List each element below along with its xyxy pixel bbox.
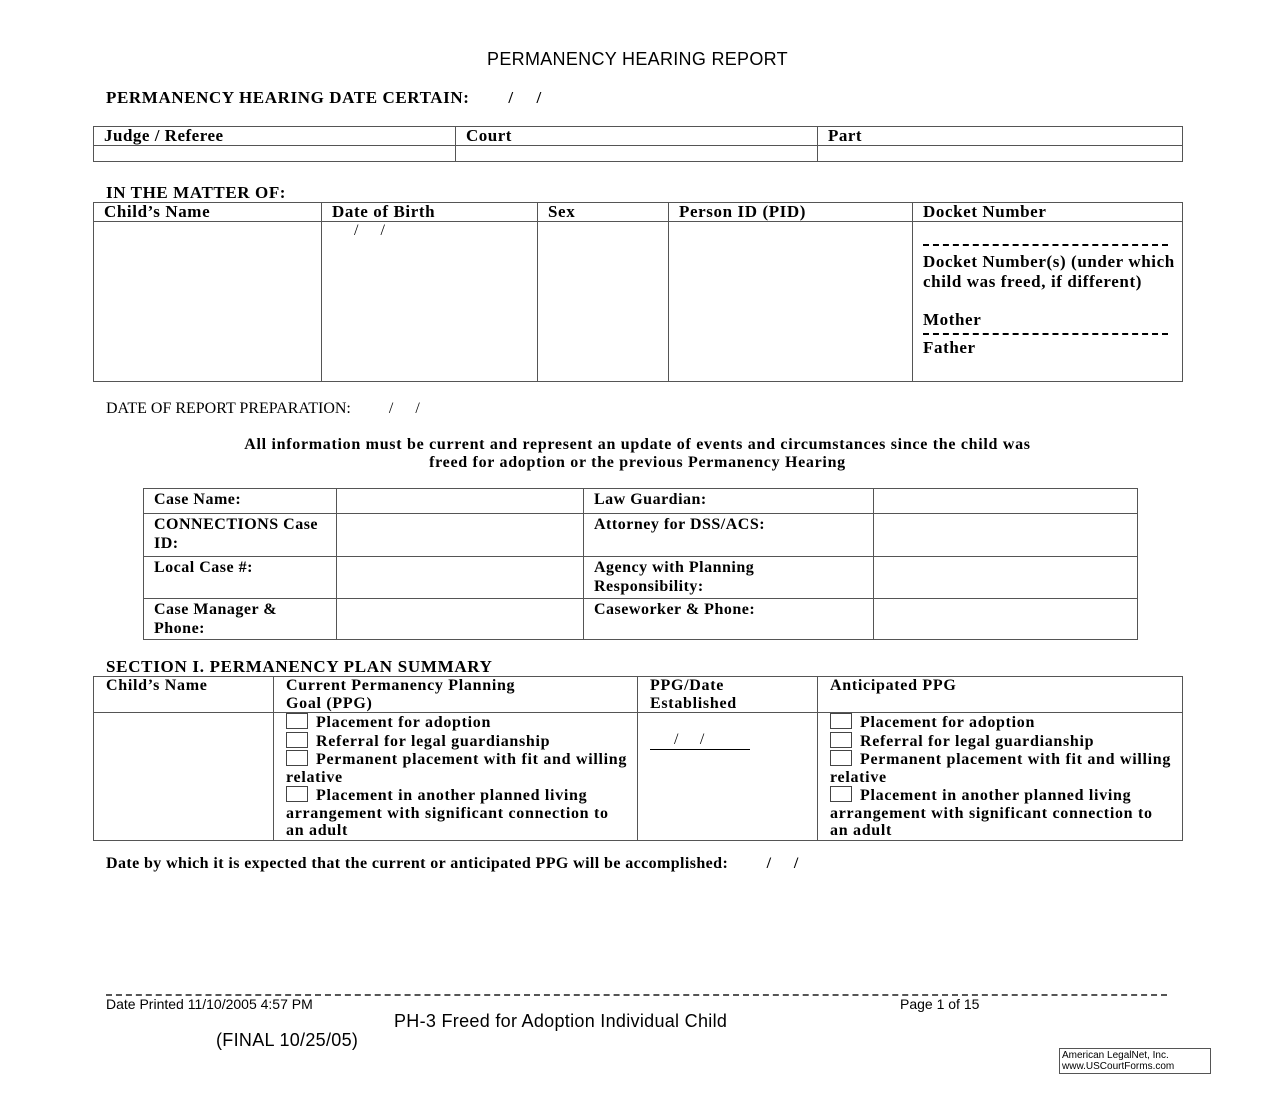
child-name-header: Child’s Name [94,203,322,222]
date-printed: Date Printed 11/10/2005 4:57 PM [106,996,313,1012]
law-guardian-field[interactable] [874,489,1138,514]
case-name-field[interactable] [337,489,584,514]
notice-text [0,436,1275,472]
docket-field[interactable] [913,222,1183,382]
report-prep-date-field[interactable]: / / [388,400,420,417]
notice-line-1: All information must be current and represent an update of events and circumstances since the child was [244,436,1031,453]
hearing-date-field[interactable]: / / [508,88,542,107]
local-case-label: Local Case #: [144,557,337,599]
court-table [93,126,1183,162]
anticipated-option-guardianship[interactable]: Referral for legal guardianship [830,732,1174,751]
current-option-adoption[interactable]: Placement for adoption [286,713,629,732]
ppg-child-name-header: Child’s Name [94,677,274,713]
checkbox[interactable] [286,786,308,802]
publisher-stamp [1059,1048,1211,1074]
checkbox[interactable] [830,750,852,766]
page-number: Page 1 of 15 [900,996,980,1012]
current-option-relative[interactable]: Permanent placement with fit and willing relative [286,751,628,786]
current-option-planned-living[interactable]: Placement in another planned living arrangement with significant connection to an adult [286,787,609,839]
mother-father-divider [923,333,1168,335]
child-info-table [93,202,1183,382]
ppg-date-header: PPG/Date Established [638,677,818,713]
law-guardian-label: Law Guardian: [584,489,874,514]
expected-date [106,855,799,873]
case-info-table [143,488,1138,640]
court-field[interactable] [456,146,818,162]
dob-field[interactable] [322,222,538,382]
anticipated-ppg-header: Anticipated PPG [818,677,1183,713]
report-preparation [106,400,420,418]
notice-line-2: freed for adoption or the previous Permanency Hearing [429,454,846,471]
father-label: Father [923,338,976,357]
docket-dash-line [923,244,1168,246]
anticipated-ppg-options [818,713,1183,841]
expected-date-label: Date by which it is expected that the current or anticipated PPG will be accomplished: [106,855,729,872]
ppg-date-field[interactable]: / / [650,731,750,750]
agency-field[interactable] [874,557,1138,599]
agency-label: Agency with Planning Responsibility: [584,557,874,599]
anticipated-option-relative[interactable]: Permanent placement with fit and willing relative [830,751,1172,786]
hearing-date-certain [106,88,542,108]
permanency-plan-table [93,676,1183,841]
case-manager-label: Case Manager & Phone: [144,599,337,640]
judge-header: Judge / Referee [94,127,456,146]
connections-case-id-field[interactable] [337,514,584,557]
caseworker-label: Caseworker & Phone: [584,599,874,640]
ppg-date-cell [638,713,818,841]
case-manager-field[interactable] [337,599,584,640]
page-title: PERMANENCY HEARING REPORT [487,49,788,69]
dob-header: Date of Birth [322,203,538,222]
child-name-field[interactable] [94,222,322,382]
anticipated-option-planned-living[interactable]: Placement in another planned living arrangement with significant connection to an adult [830,787,1153,839]
local-case-field[interactable] [337,557,584,599]
judge-field[interactable] [94,146,456,162]
publisher-name: American LegalNet, Inc. [1062,1050,1169,1061]
anticipated-option-adoption[interactable]: Placement for adoption [830,713,1174,732]
checkbox[interactable] [286,750,308,766]
pid-field[interactable] [669,222,913,382]
sex-field[interactable] [538,222,669,382]
connections-case-id-label: CONNECTIONS Case ID: [144,514,337,557]
hearing-date-label: PERMANENCY HEARING DATE CERTAIN: [106,88,470,107]
expected-date-field[interactable]: / / [766,855,799,872]
docket-sub-label: Docket Number(s) (under which child was freed, if different) [923,252,1175,291]
current-ppg-header: Current Permanency Planning Goal (PPG) [274,677,638,713]
form-version: (FINAL 10/25/05) [216,1030,359,1050]
section-1-title: SECTION I. PERMANENCY PLAN SUMMARY [106,657,493,676]
attorney-field[interactable] [874,514,1138,557]
sex-header: Sex [538,203,669,222]
checkbox[interactable] [830,786,852,802]
dob-value: / / [354,222,385,239]
matter-label: IN THE MATTER OF: [106,183,287,202]
mother-label: Mother [923,310,982,329]
pid-header: Person ID (PID) [669,203,913,222]
checkbox[interactable] [286,713,308,729]
current-option-guardianship[interactable]: Referral for legal guardianship [286,732,629,751]
current-ppg-options [274,713,638,841]
part-header: Part [818,127,1183,146]
attorney-label: Attorney for DSS/ACS: [584,514,874,557]
publisher-url: www.USCourtForms.com [1062,1061,1175,1072]
part-field[interactable] [818,146,1183,162]
checkbox[interactable] [286,732,308,748]
court-header: Court [456,127,818,146]
checkbox[interactable] [830,713,852,729]
ppg-child-name-field[interactable] [94,713,274,841]
case-name-label: Case Name: [144,489,337,514]
caseworker-field[interactable] [874,599,1138,640]
docket-header: Docket Number [913,203,1183,222]
report-prep-label: DATE OF REPORT PREPARATION: [106,400,351,417]
form-name: PH-3 Freed for Adoption Individual Child [394,1011,728,1031]
checkbox[interactable] [830,732,852,748]
